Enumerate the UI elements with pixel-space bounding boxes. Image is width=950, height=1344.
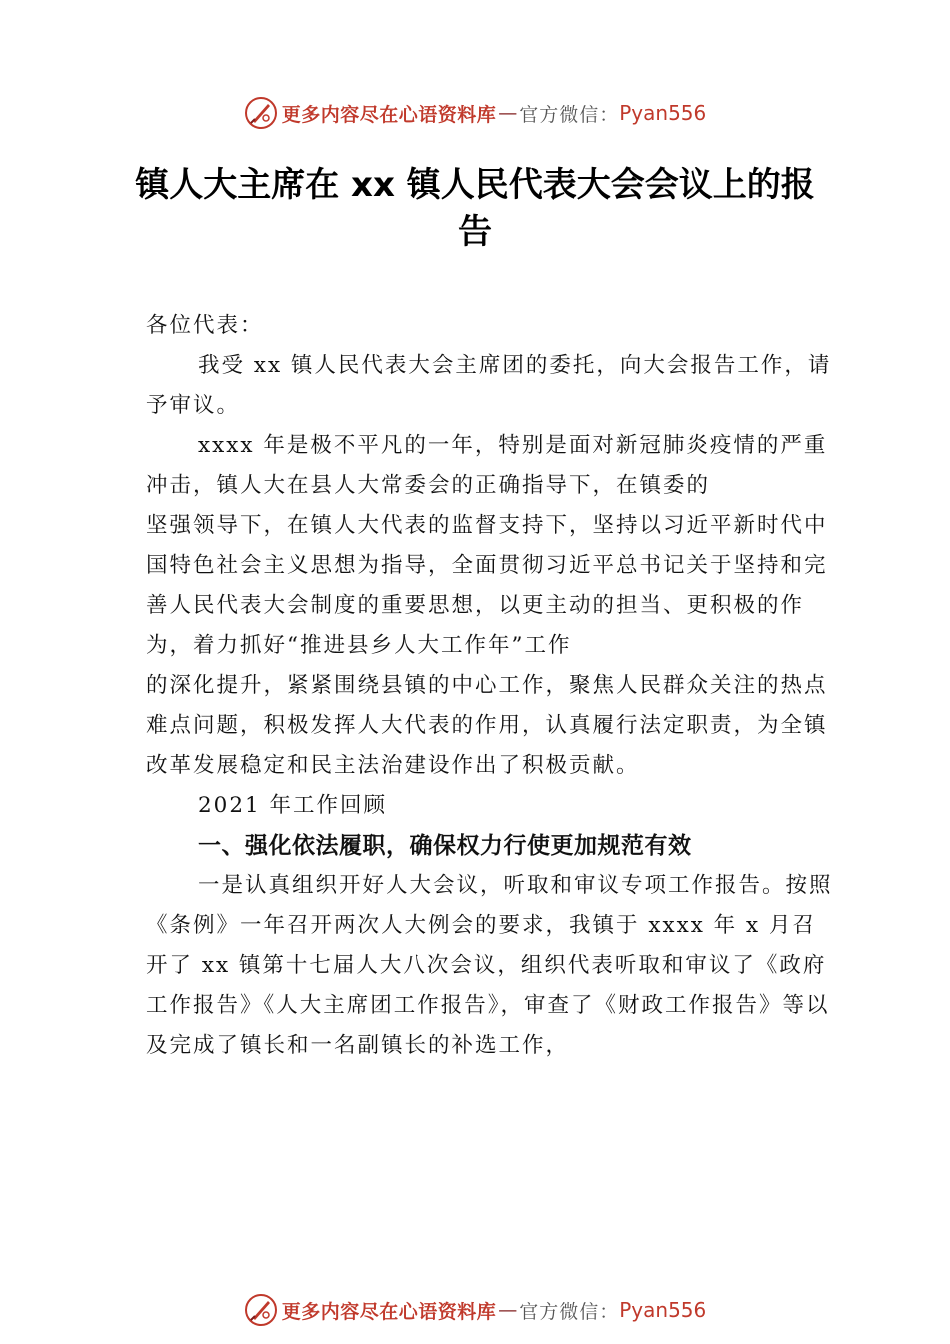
watermark-separator: —: [498, 1299, 518, 1321]
quill-logo-icon: [244, 96, 278, 130]
watermark-main-text: 更多内容尽在心语资料库: [281, 103, 497, 126]
paragraph: 我受 xx 镇人民代表大会主席团的委托，向大会报告工作，请予审议。: [146, 353, 832, 418]
quill-logo-icon: [244, 1293, 278, 1327]
paragraph: xxxx 年是极不平凡的一年，特别是面对新冠肺炎疫情的严重冲击，镇人大在县人大常委会的正确指导下，在镇委的: [146, 433, 828, 498]
document-body: [146, 306, 836, 1066]
watermark-label: 官方微信：: [519, 103, 620, 126]
watermark-separator: —: [498, 102, 518, 124]
review-label: 2021 年工作回顾: [198, 793, 388, 818]
section-heading: 一、强化依法履职，确保权力行使更加规范有效: [198, 833, 692, 859]
watermark-id: Pyan556: [619, 101, 707, 125]
paragraph: 的深化提升，紧紧围绕县镇的中心工作，聚焦人民群众关注的热点难点问题，积极发挥人大代表的作用，认真履行法定职责，为全镇改革发展稳定和民主法治建设作出了积极贡献。: [146, 673, 828, 778]
watermark-id: Pyan556: [619, 1298, 707, 1322]
watermark-label: 官方微信：: [519, 1300, 620, 1323]
paragraph: 坚强领导下，在镇人大代表的监督支持下，坚持以习近平新时代中国特色社会主义思想为指导，全面贯彻习近平总书记关于坚持和完善人民代表大会制度的重要思想，以更主动的担当、更积极的作为，着力抓好“推进县乡人大工作年”工作: [146, 513, 828, 658]
document-title: 镇人大主席在 xx 镇人民代表大会会议上的报告: [135, 165, 815, 252]
paragraph: 一是认真组织开好人大会议，听取和审议专项工作报告。按照《条例》一年召开两次人大例会的要求，我镇于 xxxx 年 x 月召开了 xx 镇第十七届人大八次会议，组织代表听取和审议了《政府工作报告》《人大主席团工作报告》，审查了《财政工作报告》等以及完成了镇长和一名副镇长的补选工作，: [146, 873, 833, 1058]
watermark-main-text: 更多内容尽在心语资料库: [281, 1300, 497, 1323]
watermark-footer: [0, 1290, 950, 1330]
watermark-header: [0, 93, 950, 133]
greeting: 各位代表：: [146, 313, 264, 338]
